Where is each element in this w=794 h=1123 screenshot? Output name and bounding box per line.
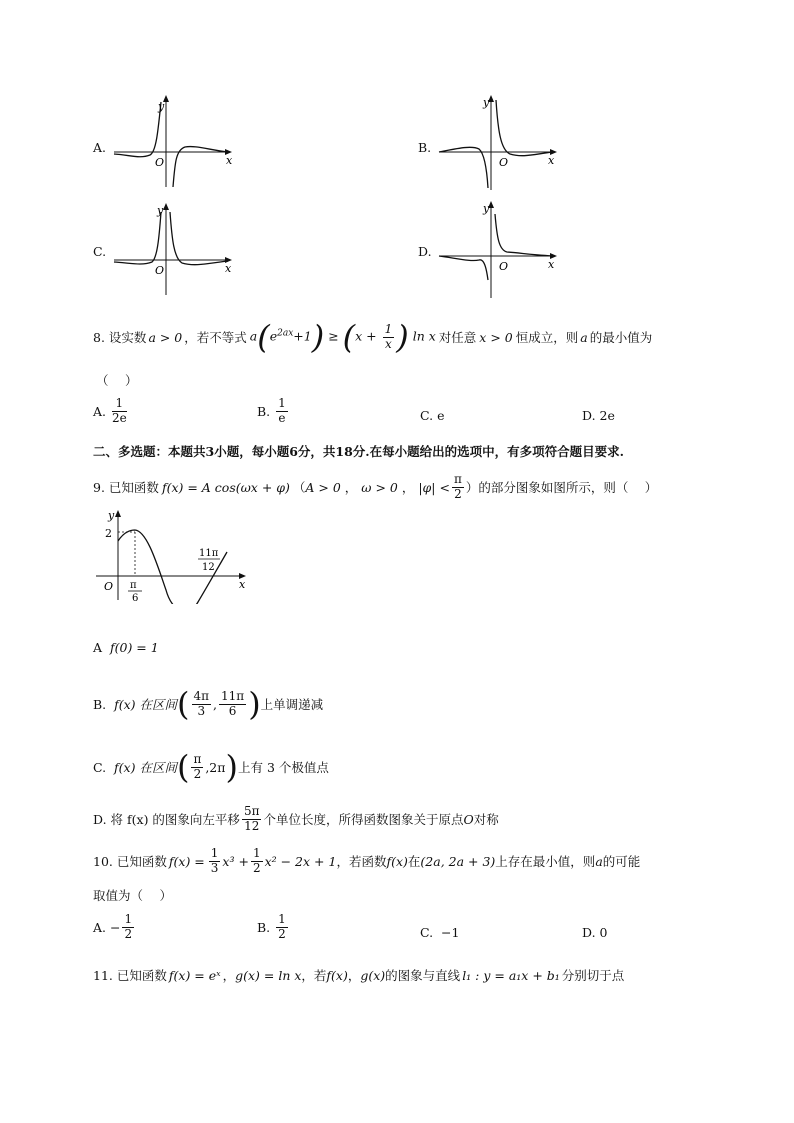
q8-var-a: a xyxy=(580,329,588,345)
q9-graph-x1-den: 6 xyxy=(132,593,139,604)
q9-graph-x2-num: 11π xyxy=(199,548,219,559)
q8-cond-a: a > 0 xyxy=(148,329,183,345)
graph-option-b-y: y xyxy=(483,96,490,109)
graph-option-a-label: A. xyxy=(93,140,107,155)
q9-graph-x: x xyxy=(239,578,246,591)
q8-cond-x: x > 0 xyxy=(479,329,513,345)
q10-option-c[interactable]: C. −1 xyxy=(420,925,460,940)
q8-text-2: ，若不等式 xyxy=(184,329,247,345)
q10-option-d[interactable]: D. 0 xyxy=(582,925,608,940)
graph-option-d-origin: O xyxy=(499,260,509,273)
q9-option-c[interactable]: C. f(x) 在区间 ( $\frac{\pi}{2}$ ,2π ) 上有 3 个极值点 xyxy=(93,748,329,786)
q10-option-a[interactable]: A. − $\frac{1}{2}$ xyxy=(93,912,133,941)
q9-func: f(x) = A cos(ωx + φ) xyxy=(161,479,290,495)
graph-option-b-label: B. xyxy=(418,140,432,155)
q11-stem: 11. 已知函数 f(x) = eˣ ， g(x) = ln x ，若 f(x) ， g(x) 的图象与直线 l₁ : y = a₁x + b₁ 分别切于点 xyxy=(93,967,625,983)
q9-text-1: 已知函数 xyxy=(108,479,159,495)
q10-option-b[interactable]: B. $\frac{1}{2}$ xyxy=(257,912,286,941)
q11-number: 11. xyxy=(93,967,113,983)
q9-graph-ymax: 2 xyxy=(105,527,112,540)
graph-option-a xyxy=(110,92,240,192)
q8-option-a[interactable]: A. $\frac{1}{2e}$ xyxy=(93,396,127,425)
q8-number: 8. xyxy=(93,329,105,345)
graph-option-d-label: D. xyxy=(418,244,432,259)
q10-stem: 10. 已知函数 f(x) = $\frac{1}{3}$ x³ + $\frac{1}{2}$ x² − 2x + 1 ，若函数 f(x) 在 (2a, 2a + 3) 上存在最小值，则 a 的可能 xyxy=(93,845,641,875)
q9-graph-x1-num: π xyxy=(130,580,137,591)
q9-option-d[interactable]: D. 将 f(x) 的图象向左平移 $\frac{5\pi}{12}$ 个单位长度，所得函数图象关于原点 O 对称 xyxy=(93,803,499,833)
graph-option-d xyxy=(435,198,565,300)
graph-option-b-origin: O xyxy=(499,156,509,169)
graph-option-b-x: x xyxy=(548,154,555,167)
q9-cond-A: A > 0 xyxy=(305,479,341,495)
q9-graph-x2-den: 12 xyxy=(202,562,215,573)
q10-number: 10. xyxy=(93,853,113,869)
graph-option-d-y: y xyxy=(483,202,490,215)
graph-option-c xyxy=(110,200,240,300)
graph-option-c-x: x xyxy=(225,262,232,275)
q8-text-5: 的最小值为 xyxy=(589,329,653,345)
graph-option-c-label: C. xyxy=(93,244,107,259)
q9-stem: 9. 已知函数 f(x) = A cos(ωx + φ) （ A > 0 ， ω > 0 ， |φ| < $\frac{\pi}{2}$ ）的部分图象如图所示，则（ ） xyxy=(93,471,658,501)
q9-number: 9. xyxy=(93,479,105,495)
graph-options xyxy=(0,0,794,310)
q8-option-d[interactable]: D. 2e xyxy=(582,408,615,423)
graph-option-a-x: x xyxy=(226,154,233,167)
q9-graph xyxy=(92,504,252,604)
q9-cond-phi: |φ| < xyxy=(418,479,450,495)
q9-graph-origin: O xyxy=(104,580,114,593)
graph-option-b xyxy=(435,92,565,192)
q8-text-3: 对任意 xyxy=(438,329,477,345)
q10-stem-line2: 取值为（ ） xyxy=(93,888,172,903)
q9-cond-w: ω > 0 xyxy=(361,479,398,495)
graph-option-c-y: y xyxy=(157,204,164,217)
q8-text-1: 设实数 xyxy=(108,329,147,345)
graph-option-a-origin: O xyxy=(155,156,165,169)
graph-option-d-x: x xyxy=(548,258,555,271)
q9-text-2: ）的部分图象如图所示，则（ ） xyxy=(465,479,658,495)
q9-option-a[interactable]: A f(0) = 1 xyxy=(93,640,159,655)
q8-option-b[interactable]: B. $\frac{1}{e}$ xyxy=(257,396,286,425)
q8-text-4: 恒成立，则 xyxy=(515,329,579,345)
q9-option-b[interactable]: B. f(x) 在区间 ( $\frac{4\pi}{3}$ , $\frac{11\pi}{6}$ ) 上单调递减 xyxy=(93,685,324,723)
graph-option-a-y: y xyxy=(158,100,165,113)
section-heading: 二、多选题：本题共3小题，每小题6分，共18分.在每小题给出的选项中，有多项符合题目要求. xyxy=(93,444,624,459)
q9-graph-y: y xyxy=(108,509,115,522)
q8-blank: （ ） xyxy=(96,373,138,388)
q8-inequality: $a(e^{2ax}+1) \ge (x$ + $\frac{1}{x}$ ) ln x xyxy=(249,318,436,356)
q8-stem xyxy=(93,315,652,359)
q8-option-c[interactable]: C. e xyxy=(420,408,445,423)
graph-option-c-origin: O xyxy=(155,264,165,277)
